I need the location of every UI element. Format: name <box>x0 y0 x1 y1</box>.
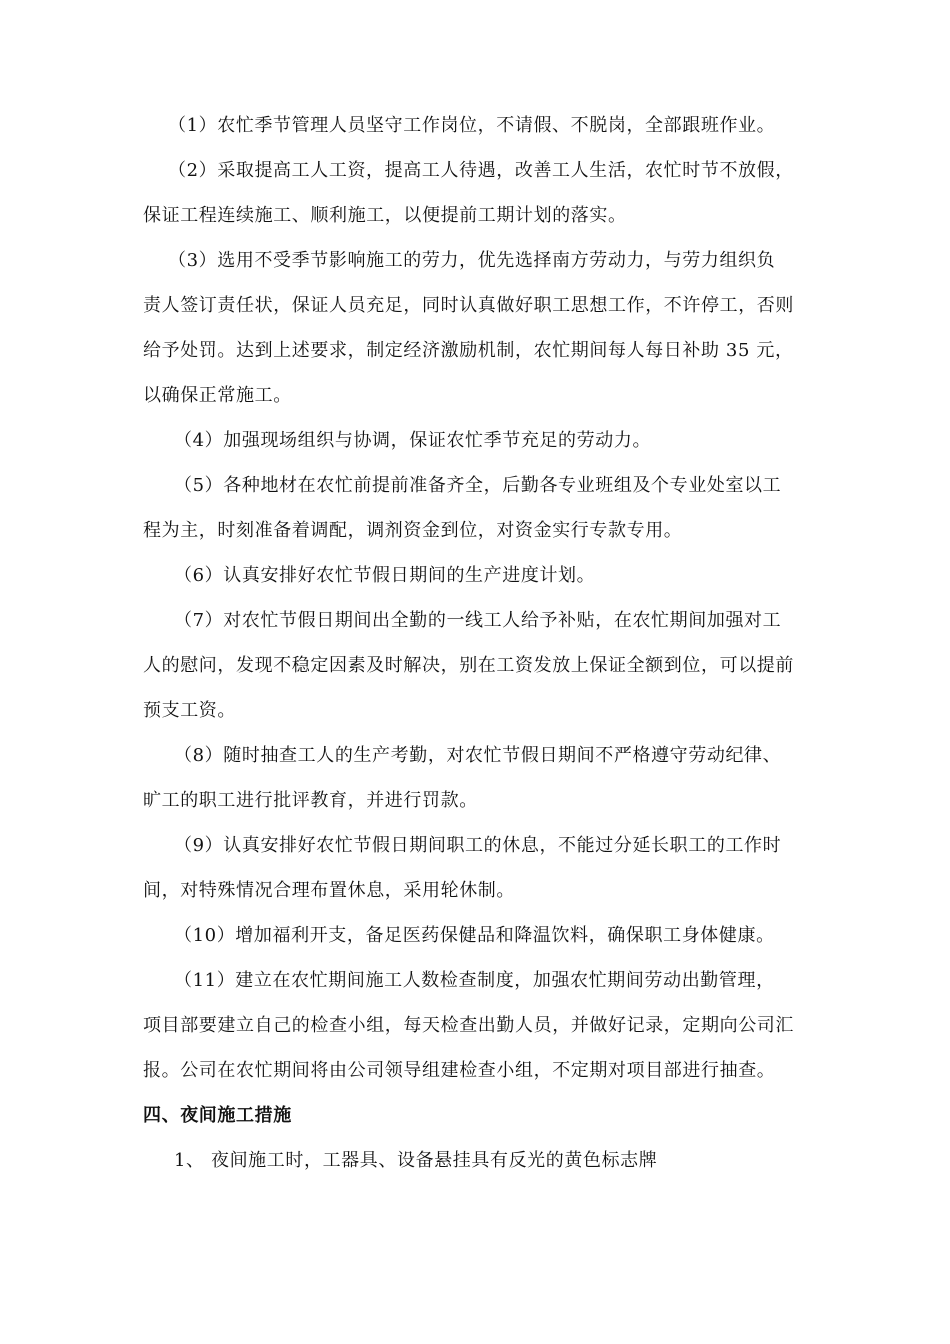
paragraph-7-line-2: 人的慰问，发现不稳定因素及时解决，别在工资发放上保证全额到位，可以提前 <box>143 655 794 676</box>
paragraph-3-line-4: 以确保正常施工。 <box>143 385 292 406</box>
paragraph-7-line-1: （7）对农忙节假日期间出全勤的一线工人给予补贴，在农忙期间加强对工 <box>174 610 782 631</box>
paragraph-4-line-1: （4）加强现场组织与协调，保证农忙季节充足的劳动力。 <box>174 430 652 451</box>
paragraph-10-line-1: （10）增加福利开支，备足医药保健品和降温饮料，确保职工身体健康。 <box>174 925 775 946</box>
section-heading: 四、夜间施工措施 <box>143 1105 292 1126</box>
paragraph-2-line-2: 保证工程连续施工、顺利施工，以便提前工期计划的落实。 <box>143 205 627 226</box>
paragraph-2-line-1: （2）采取提高工人工资，提高工人待遇，改善工人生活，农忙时节不放假， <box>168 160 794 181</box>
section-item-1: 1、 夜间施工时，工器具、设备悬挂具有反光的黄色标志牌 <box>174 1150 658 1171</box>
paragraph-3-line-2: 责人签订责任状，保证人员充足，同时认真做好职工思想工作，不许停工，否则 <box>143 295 794 316</box>
paragraph-11-line-2: 项目部要建立自己的检查小组，每天检查出勤人员，并做好记录，定期向公司汇 <box>143 1015 794 1036</box>
paragraph-3-line-1: （3）选用不受季节影响施工的劳力，优先选择南方劳动力，与劳力组织负 <box>168 250 776 271</box>
paragraph-1-line-1: （1）农忙季节管理人员坚守工作岗位，不请假、不脱岗，全部跟班作业。 <box>168 115 776 136</box>
paragraph-9-line-1: （9）认真安排好农忙节假日期间职工的休息，不能过分延长职工的工作时 <box>174 835 782 856</box>
paragraph-9-line-2: 间，对特殊情况合理布置休息，采用轮休制。 <box>143 880 515 901</box>
paragraph-8-line-2: 旷工的职工进行批评教育，并进行罚款。 <box>143 790 478 811</box>
paragraph-7-line-3: 预支工资。 <box>143 700 236 721</box>
paragraph-3-line-3: 给予处罚。达到上述要求，制定经济激励机制，农忙期间每人每日补助 35 元， <box>143 340 794 361</box>
paragraph-5-line-1: （5）各种地材在农忙前提前准备齐全，后勤各专业班组及个专业处室以工 <box>174 475 782 496</box>
paragraph-5-line-2: 程为主，时刻准备着调配，调剂资金到位，对资金实行专款专用。 <box>143 520 683 541</box>
paragraph-11-line-3: 报。公司在农忙期间将由公司领导组建检查小组，不定期对项目部进行抽查。 <box>143 1060 776 1081</box>
paragraph-6-line-1: （6）认真安排好农忙节假日期间的生产进度计划。 <box>174 565 596 586</box>
paragraph-8-line-1: （8）随时抽查工人的生产考勤，对农忙节假日期间不严格遵守劳动纪律、 <box>174 745 782 766</box>
paragraph-11-line-1: （11）建立在农忙期间施工人数检查制度，加强农忙期间劳动出勤管理， <box>174 970 775 991</box>
